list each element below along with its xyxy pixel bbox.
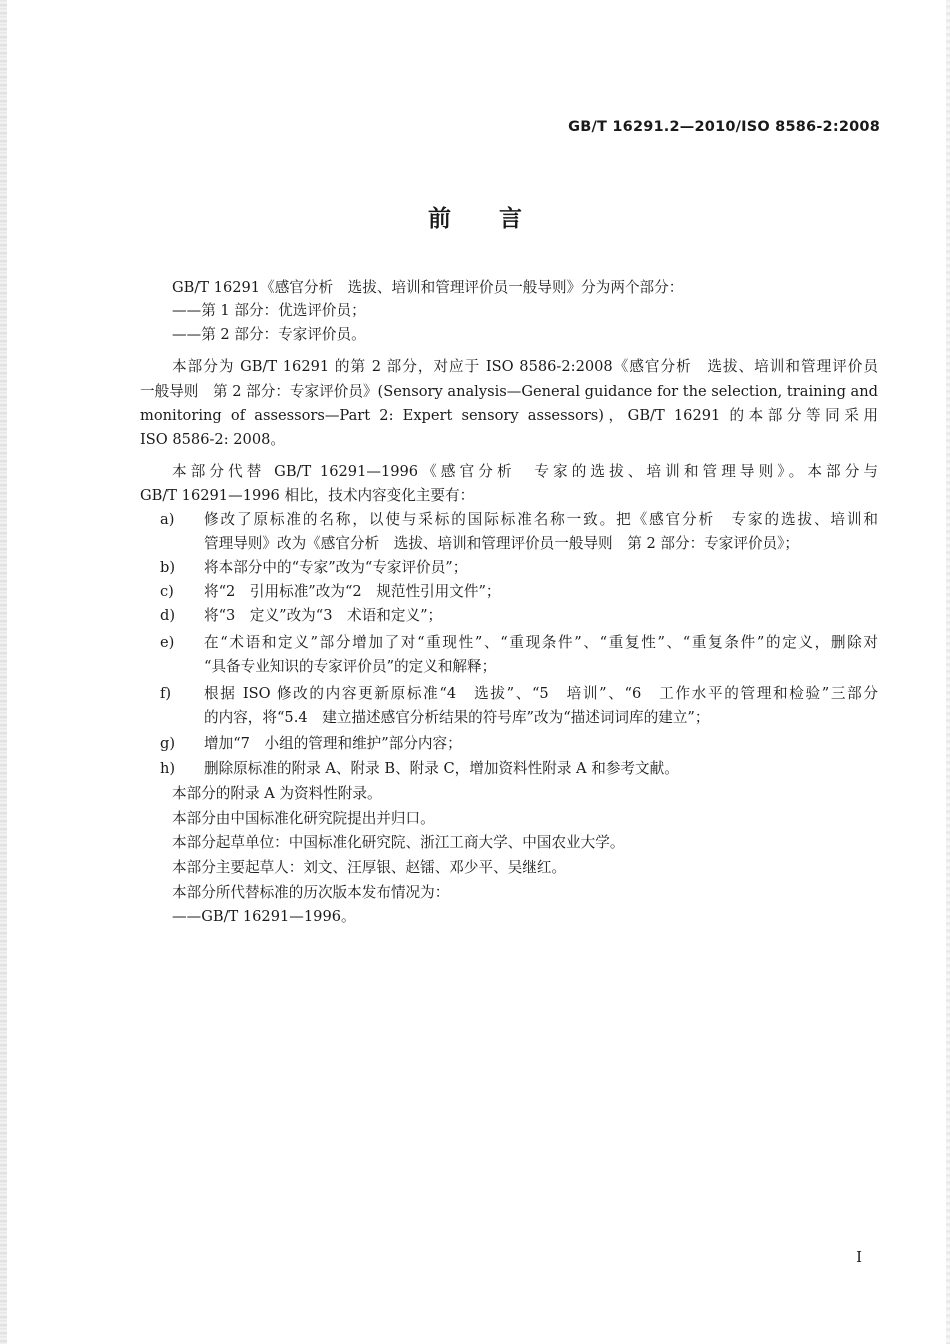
- list-item-line: 增加“7 小组的管理和维护”部分内容；: [204, 735, 462, 752]
- list-item-line: 删除原标准的附录 A、附录 B、附录 C，增加资料性附录 A 和参考文献。: [204, 760, 679, 777]
- list-marker: h): [160, 760, 176, 777]
- list-marker: e): [160, 634, 175, 651]
- replacement-line-2: GB/T 16291—1996 相比，技术内容变化主要有：: [140, 487, 475, 504]
- list-item-line: 根据 ISO 修改的内容更新原标准“4 选拔”、“5 培训”、“6 工作水平的管理和检验”三部分: [204, 685, 878, 702]
- part-1-line: ——第 1 部分：优选评价员；: [172, 302, 366, 319]
- intro-line: GB/T 16291《感官分析 选拔、培训和管理评价员一般导则》分为两个部分：: [172, 279, 684, 296]
- page-number: I: [856, 1248, 862, 1266]
- list-marker: c): [160, 583, 174, 600]
- history-item: ——GB/T 16291—1996。: [172, 908, 356, 925]
- annex-note: 本部分的附录 A 为资料性附录。: [172, 785, 382, 802]
- list-marker: b): [160, 559, 176, 576]
- list-item-line: 的内容，将“5.4 建立描述感官分析结果的符号库”改为“描述词词库的建立”；: [204, 709, 710, 726]
- list-marker: f): [160, 685, 172, 702]
- replacement-line-1: 本部分代替 GB/T 16291—1996《感官分析 专家的选拔、培训和管理导则》。本部分与: [172, 463, 878, 480]
- correspondence-line-2: 一般导则 第 2 部分：专家评价员》(Sensory analysis—General guidance for the selection, training and: [140, 383, 878, 400]
- list-item-line: 将“2 引用标准”改为“2 规范性引用文件”；: [204, 583, 501, 600]
- correspondence-line-1: 本部分为 GB/T 16291 的第 2 部分，对应于 ISO 8586-2:2008《感官分析 选拔、培训和管理评价员: [172, 358, 878, 375]
- list-item-line: 将本部分中的“专家”改为“专家评价员”；: [204, 559, 468, 576]
- correspondence-line-3: monitoring of assessors—Part 2: Expert sensory assessors)，GB/T 16291 的本部分等同采用: [140, 407, 878, 424]
- history-intro: 本部分所代替标准的历次版本发布情况为：: [172, 884, 450, 901]
- list-marker: g): [160, 735, 176, 752]
- list-item-line: 管理导则》改为《感官分析 选拔、培训和管理评价员一般导则 第 2 部分：专家评价员》；: [204, 535, 800, 552]
- list-item-line: 修改了原标准的名称，以使与采标的国际标准名称一致。把《感官分析 专家的选拔、培训和: [204, 511, 878, 528]
- list-marker: d): [160, 607, 176, 624]
- list-item-line: 在“术语和定义”部分增加了对“重现性”、“重现条件”、“重复性”、“重复条件”的定义，删除对: [204, 634, 878, 651]
- page-title: 前言: [428, 206, 570, 232]
- part-2-line: ——第 2 部分：专家评价员。: [172, 326, 366, 343]
- list-marker: a): [160, 511, 175, 528]
- correspondence-line-4: ISO 8586-2: 2008。: [140, 431, 286, 448]
- drafting-units: 本部分起草单位：中国标准化研究院、浙江工商大学、中国农业大学。: [172, 834, 625, 851]
- proposer-note: 本部分由中国标准化研究院提出并归口。: [172, 810, 435, 827]
- drafters: 本部分主要起草人：刘文、汪厚银、赵镭、邓少平、吴继红。: [172, 859, 567, 876]
- list-item-line: “具备专业知识的专家评价员”的定义和解释；: [204, 658, 497, 675]
- list-item-line: 将“3 定义”改为“3 术语和定义”；: [204, 607, 443, 624]
- standard-code: GB/T 16291.2—2010/ISO 8586-2:2008: [568, 119, 880, 135]
